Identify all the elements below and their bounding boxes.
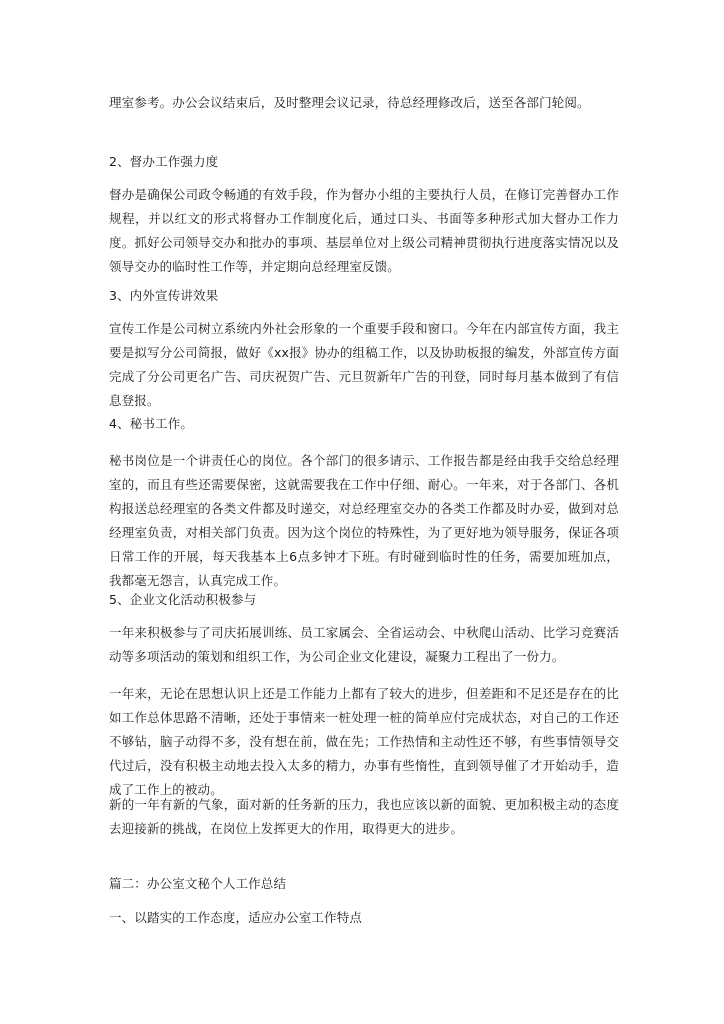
body-paragraph: 督办是确保公司政令畅通的有效手段，作为督办小组的主要执行人员，在修订完善督办工作规程，并以红文的形式将督办工作制度化后，通过口头、书面等多种形式加大督办工作力度。抓好公司领导交办和批办的事项、基层单位对上级公司精神贯彻执行进度落实情况以及领导交办的临时性工作等，并定期向总经理室反馈。 <box>109 187 619 274</box>
section-heading: 2、督办工作强力度 <box>109 154 219 169</box>
section-heading: 3、内外宣传讲效果 <box>109 288 219 303</box>
body-paragraph: 一年来，无论在思想认识上还是工作能力上都有了较大的进步，但差距和不足还是存在的比如工作总体思路不清晰，还处于事情来一桩处理一桩的简单应付完成状态，对自己的工作还不够钻，脑子动得不多，没有想在前，做在先；工作热情和主动性还不够，有些事情领导交代过后，没有积极主动地去投入太多的精力，办事有些惰性，直到领导催了才开始动手，造成了工作上的被动。 <box>109 686 619 797</box>
section-heading: 5、企业文化活动积极参与 <box>109 592 257 607</box>
body-paragraph: 新的一年有新的气象，面对新的任务新的压力，我也应该以新的面貌、更加积极主动的态度去迎接新的挑战，在岗位上发挥更大的作用，取得更大的进步。 <box>109 797 619 836</box>
subsection-heading: 一、以踏实的工作态度，适应办公室工作特点 <box>109 910 363 925</box>
body-paragraph: 理室参考。办公会议结束后，及时整理会议记录，待总经理修改后，送至各部门轮阅。 <box>109 95 590 110</box>
body-paragraph: 宣传工作是公司树立系统内外社会形象的一个重要手段和窗口。今年在内部宣传方面，我主要是拟写分公司简报，做好《xx报》协办的组稿工作，以及协助板报的编发，外部宣传方面完成了分公司更名广告、司庆祝贺广告、元旦贺新年广告的刊登，同时每月基本做到了有信息登报。 <box>109 321 619 408</box>
body-paragraph: 一年来积极参与了司庆拓展训练、员工家属会、全省运动会、中秋爬山活动、比学习竞赛活动等多项活动的策划和组织工作，为公司企业文化建设，凝聚力工程出了一份力。 <box>109 625 619 664</box>
article-title: 篇二：办公室文秘个人工作总结 <box>109 876 287 891</box>
section-heading: 4、秘书工作。 <box>109 416 194 431</box>
body-paragraph: 秘书岗位是一个讲责任心的岗位。各个部门的很多请示、工作报告都是经由我手交给总经理室的，而且有些还需要保密，这就需要我在工作中仔细、耐心。一年来，对于各部门、各机构报送总经理室的各类文件都及时递交，对总经理室交办的各类工作都及时办妥，做到对总经理室负责，对相关部门负责。因为这个岗位的特殊性，为了更好地为领导服务，保证各项日常工作的开展，每天我基本上6点多钟才下班。有时碰到临时性的任务，需要加班加点，我都毫无怨言，认真完成工作。 <box>109 453 619 588</box>
